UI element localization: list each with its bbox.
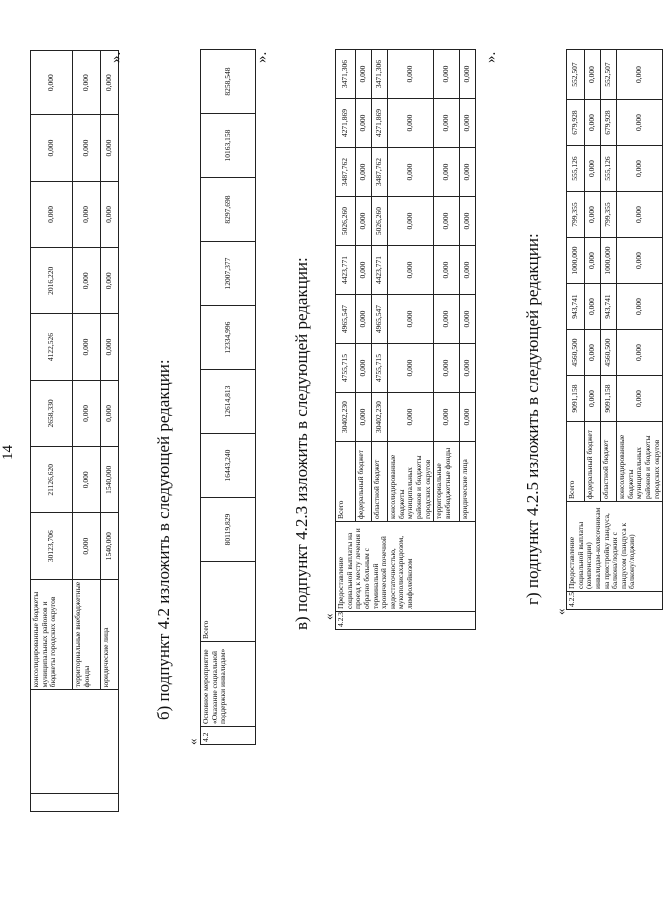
funding-source-cell: консолидированные бюджеты муниципальных районов и бюджеты городских округов <box>388 442 434 522</box>
opening-quote-b: « <box>185 738 200 745</box>
funding-source-cell: областной бюджет <box>601 422 617 502</box>
value-cell: 552,507 <box>567 50 585 100</box>
value-cell: 0,000 <box>617 50 663 100</box>
value-cell: 9091,158 <box>601 376 617 422</box>
value-cell: 4122,526 <box>31 314 73 380</box>
closing-quote-1: ». <box>108 51 124 63</box>
table-4-2 <box>200 49 256 745</box>
item-number-cell: 4.2.3 <box>336 612 476 630</box>
funding-source-cell: федеральный бюджет <box>585 422 601 502</box>
value-cell: 679,928 <box>601 100 617 146</box>
value-cell: 3487,762 <box>372 148 388 197</box>
opening-quote-g: « <box>553 608 568 615</box>
table-row <box>201 50 256 745</box>
value-cell: 0,000 <box>460 50 476 99</box>
value-cell: 0,000 <box>460 295 476 344</box>
item-number-cell: 4.2 <box>201 727 256 745</box>
value-cell: 0,000 <box>356 344 372 393</box>
value-cell: 5026,260 <box>372 197 388 246</box>
value-cell: 799,355 <box>601 192 617 238</box>
value-cell: 5026,260 <box>336 197 356 246</box>
value-cell: 0,000 <box>388 50 434 99</box>
value-cell: 943,741 <box>567 284 585 330</box>
value-cell: 0,000 <box>617 376 663 422</box>
value-cell: 0,000 <box>585 376 601 422</box>
value-cell: 0,000 <box>434 246 460 295</box>
value-cell: 1000,000 <box>601 238 617 284</box>
value-cell: 0,000 <box>356 197 372 246</box>
value-cell: 0,000 <box>388 344 434 393</box>
value-cell: 799,355 <box>567 192 585 238</box>
value-cell: 0,000 <box>585 192 601 238</box>
value-cell: 0,000 <box>101 51 119 115</box>
item-name-cell <box>31 690 119 794</box>
value-cell: 0,000 <box>460 148 476 197</box>
value-cell: 0,000 <box>460 344 476 393</box>
value-cell: 0,000 <box>73 248 101 314</box>
value-cell: 0,000 <box>101 248 119 314</box>
item-number-cell <box>31 793 119 811</box>
value-cell: 555,126 <box>567 146 585 192</box>
value-cell: 0,000 <box>73 181 101 247</box>
value-cell: 0,000 <box>73 51 101 115</box>
value-cell: 8297,698 <box>201 178 256 242</box>
value-cell: 0,000 <box>73 447 101 513</box>
item-name-cell: Основное мероприятие «Оказание социальной поддержки инвалидам» <box>201 642 256 727</box>
value-cell: 3471,306 <box>372 50 388 99</box>
item-name-cell: Предоставление социальной выплаты (компенсации) инвалидам-колясочникам на пристройку пандуса, балкона/лоджии с пандусом (пандуса к балкону/лоджии) <box>567 502 663 592</box>
value-cell: 0,000 <box>434 197 460 246</box>
value-cell: 4423,771 <box>336 246 356 295</box>
value-cell: 0,000 <box>434 295 460 344</box>
value-cell: 4965,547 <box>372 295 388 344</box>
heading-subsection-4-2-5: г) подпункт 4.2.5 изложить в следующей редакции: <box>523 233 542 605</box>
value-cell: 679,928 <box>567 100 585 146</box>
value-cell: 0,000 <box>434 393 460 442</box>
funding-source-cell: территориальные внебюджетные фонды <box>434 442 460 522</box>
table-4-2-5 <box>566 49 663 610</box>
closing-quote-3: ». <box>483 51 499 63</box>
value-cell: 555,126 <box>601 146 617 192</box>
table-row <box>567 50 585 610</box>
table-row <box>31 51 73 812</box>
value-cell: 0,000 <box>101 314 119 380</box>
value-cell: 8258,548 <box>201 50 256 114</box>
value-cell: 0,000 <box>356 148 372 197</box>
heading-subsection-4-2: б) подпункт 4.2 изложить в следующей редакции: <box>154 359 173 720</box>
value-cell: 0,000 <box>434 344 460 393</box>
funding-source-cell: консолидированные бюджеты муниципальных районов и бюджеты городских округов <box>617 422 663 502</box>
value-cell: 30402,230 <box>372 393 388 442</box>
value-cell: 943,741 <box>601 284 617 330</box>
value-cell: 4423,771 <box>372 246 388 295</box>
value-cell: 4271,869 <box>372 99 388 148</box>
value-cell: 4560,500 <box>567 330 585 376</box>
value-cell: 0,000 <box>388 197 434 246</box>
value-cell: 3487,762 <box>336 148 356 197</box>
funding-source-cell: федеральный бюджет <box>356 442 372 522</box>
funding-source-cell: Всего <box>567 422 585 502</box>
value-cell: 4560,500 <box>601 330 617 376</box>
opening-quote-v: « <box>321 613 336 620</box>
item-name-cell: Предоставление социальной выплаты на проезд к месту лечения и обратно больным с терминальной хронической почечной недостаточностью, мукополисахаридозом, лимфолейкозом <box>336 522 476 612</box>
value-cell: 0,000 <box>388 246 434 295</box>
value-cell: 0,000 <box>434 148 460 197</box>
value-cell: 1000,000 <box>567 238 585 284</box>
value-cell: 0,000 <box>73 513 101 579</box>
item-number-cell: 4.2.5 <box>567 592 663 610</box>
value-cell: 0,000 <box>617 192 663 238</box>
value-cell: 3471,306 <box>336 50 356 99</box>
value-cell: 12614,813 <box>201 370 256 434</box>
value-cell: 0,000 <box>585 146 601 192</box>
value-cell: 0,000 <box>617 330 663 376</box>
value-cell: 0,000 <box>585 330 601 376</box>
value-cell: 0,000 <box>356 50 372 99</box>
table-4-2-3 <box>335 49 476 630</box>
value-cell: 0,000 <box>434 99 460 148</box>
value-cell: 1540,000 <box>101 447 119 513</box>
value-cell: 0,000 <box>460 246 476 295</box>
table-continuation <box>30 50 119 812</box>
value-cell: 0,000 <box>460 99 476 148</box>
closing-quote-2: ». <box>254 51 270 63</box>
value-cell: 552,507 <box>601 50 617 100</box>
funding-source-cell: консолидированные бюджеты муниципальных районов и бюджеты городских округов <box>31 579 73 690</box>
value-cell: 16443,240 <box>201 434 256 498</box>
value-cell: 0,000 <box>388 295 434 344</box>
funding-source-cell: Всего <box>201 562 256 642</box>
value-cell: 2658,330 <box>31 380 73 446</box>
value-cell: 0,000 <box>585 50 601 100</box>
value-cell: 12007,377 <box>201 242 256 306</box>
value-cell: 0,000 <box>356 295 372 344</box>
value-cell: 4755,715 <box>372 344 388 393</box>
table-row <box>336 50 356 630</box>
value-cell: 9091,158 <box>567 376 585 422</box>
funding-source-cell: юридические лица <box>101 579 119 690</box>
value-cell: 0,000 <box>101 115 119 181</box>
value-cell: 1540,000 <box>101 513 119 579</box>
value-cell: 0,000 <box>388 99 434 148</box>
value-cell: 0,000 <box>31 51 73 115</box>
page-number: 14 <box>0 445 16 460</box>
value-cell: 10163,158 <box>201 114 256 178</box>
value-cell: 12334,996 <box>201 306 256 370</box>
value-cell: 4271,869 <box>336 99 356 148</box>
value-cell: 0,000 <box>101 380 119 446</box>
value-cell: 0,000 <box>388 148 434 197</box>
value-cell: 21126,620 <box>31 447 73 513</box>
funding-source-cell: юридические лица <box>460 442 476 522</box>
value-cell: 0,000 <box>31 181 73 247</box>
value-cell: 0,000 <box>356 393 372 442</box>
funding-source-cell: областной бюджет <box>372 442 388 522</box>
value-cell: 0,000 <box>388 393 434 442</box>
value-cell: 0,000 <box>73 115 101 181</box>
value-cell: 0,000 <box>356 99 372 148</box>
value-cell: 0,000 <box>101 181 119 247</box>
value-cell: 0,000 <box>617 284 663 330</box>
value-cell: 0,000 <box>460 393 476 442</box>
value-cell: 0,000 <box>73 314 101 380</box>
value-cell: 0,000 <box>434 50 460 99</box>
heading-subsection-4-2-3: в) подпункт 4.2.3 изложить в следующей редакции: <box>292 257 311 630</box>
value-cell: 4755,715 <box>336 344 356 393</box>
value-cell: 0,000 <box>585 238 601 284</box>
value-cell: 0,000 <box>73 380 101 446</box>
funding-source-cell: территориальные внебюджетные фонды <box>73 579 101 690</box>
value-cell: 30123,706 <box>31 513 73 579</box>
value-cell: 0,000 <box>585 284 601 330</box>
value-cell: 0,000 <box>460 197 476 246</box>
value-cell: 0,000 <box>617 100 663 146</box>
value-cell: 0,000 <box>617 238 663 284</box>
value-cell: 0,000 <box>31 115 73 181</box>
value-cell: 80119,829 <box>201 498 256 562</box>
value-cell: 0,000 <box>356 246 372 295</box>
value-cell: 2016,220 <box>31 248 73 314</box>
value-cell: 30402,230 <box>336 393 356 442</box>
value-cell: 0,000 <box>617 146 663 192</box>
funding-source-cell: Всего <box>336 442 356 522</box>
value-cell: 0,000 <box>585 100 601 146</box>
value-cell: 4965,547 <box>336 295 356 344</box>
